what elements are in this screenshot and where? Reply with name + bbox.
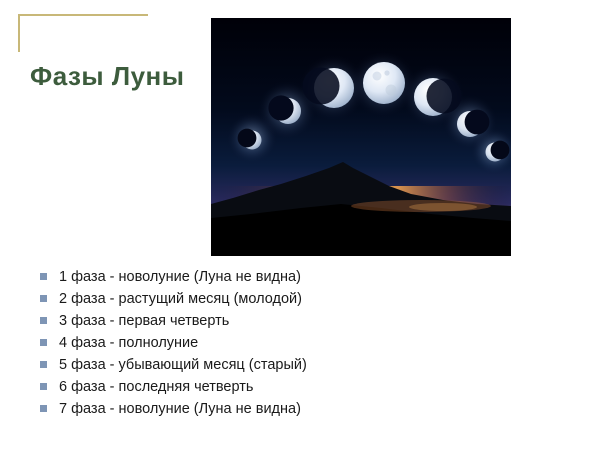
bullet-square-icon (40, 361, 47, 368)
list-item (40, 376, 560, 398)
list-item (40, 288, 560, 310)
moon-phases-photo (211, 18, 511, 256)
list-item (40, 354, 560, 376)
decorative-top-rule (18, 14, 148, 16)
list-item-label: 3 фаза - первая четверть (59, 313, 230, 329)
bullet-square-icon (40, 273, 47, 280)
bullet-square-icon (40, 405, 47, 412)
bullet-square-icon (40, 339, 47, 346)
bullet-square-icon (40, 317, 47, 324)
moon-phases-illustration (211, 18, 511, 256)
bullet-square-icon (40, 295, 47, 302)
list-item (40, 310, 560, 332)
list-item-label: 6 фаза - последняя четверть (59, 379, 254, 395)
bullet-square-icon (40, 383, 47, 390)
list-item-label: 1 фаза - новолуние (Луна не видна) (59, 269, 301, 285)
phases-bullet-list (40, 266, 560, 420)
list-item-label: 2 фаза - растущий месяц (молодой) (59, 291, 302, 307)
page-title: Фазы Луны (30, 61, 185, 91)
list-item-label: 7 фаза - новолуние (Луна не видна) (59, 401, 301, 417)
list-item-label: 4 фаза - полнолуние (59, 335, 199, 351)
decorative-corner-bracket (18, 14, 46, 52)
slide-bottom-crop (0, 417, 600, 450)
list-item (40, 266, 560, 288)
list-item-label: 5 фаза - убывающий месяц (старый) (59, 357, 307, 373)
list-item (40, 332, 560, 354)
